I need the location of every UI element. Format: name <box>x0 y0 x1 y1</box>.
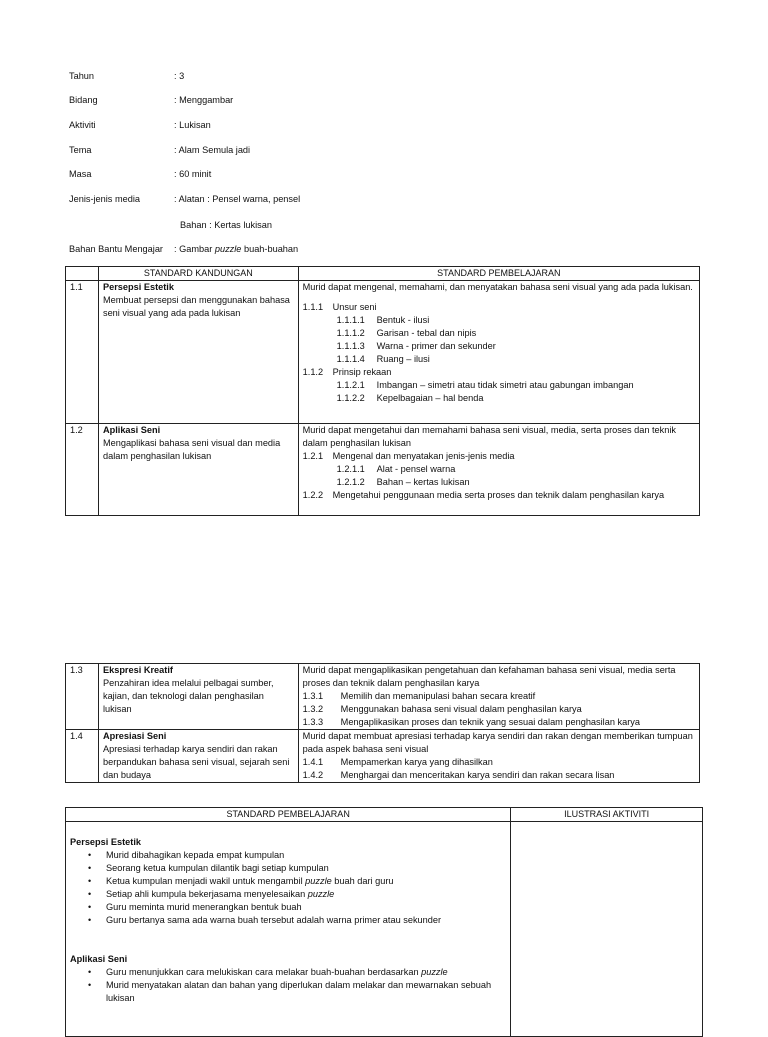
sp-item-text: Mengaplikasikan proses dan teknik yang sesuai dalam penghasilan karya <box>340 717 640 727</box>
bullet-text: buah dari guru <box>331 876 394 886</box>
standard-pembelajaran-cell <box>298 664 699 730</box>
info-label: Masa <box>69 169 92 179</box>
bullet-text: Guru meminta murid menerangkan bentuk buah <box>106 902 302 912</box>
table-row <box>66 730 700 783</box>
info-label: Bidang <box>69 95 98 105</box>
sp-item-text: Garisan - tebal dan nipis <box>376 328 477 338</box>
row-number: 1.4 <box>66 730 99 783</box>
sp-item-number: 1.2.2 <box>302 490 324 500</box>
list-item <box>106 966 506 979</box>
activity-cell <box>66 822 511 1037</box>
info-label: Aktiviti <box>69 120 96 130</box>
illustration-cell <box>511 822 703 1037</box>
info-value: : Menggambar <box>174 95 234 105</box>
sp-item-number: 1.4.2 <box>302 770 324 780</box>
section-title: Persepsi Estetik <box>70 837 141 847</box>
info-value: : 60 minit <box>174 169 212 179</box>
info-value: : Lukisan <box>174 120 211 130</box>
sp-item-text: Alat - pensel warna <box>376 464 456 474</box>
info-value: Bahan : Kertas lukisan <box>180 220 272 230</box>
bullet-italic: puzzle <box>307 889 335 899</box>
sp-item <box>303 327 695 340</box>
sp-item-number: 1.3.2 <box>302 704 324 714</box>
sp-item-text: Memilih dan memanipulasi bahan secara kreatif <box>340 691 536 701</box>
sp-item <box>303 314 695 327</box>
standard-description: Penzahiran idea melalui pelbagai sumber, kajian, dan teknologi dalan penghasilan lukisan <box>102 678 274 714</box>
sp-item <box>303 340 695 353</box>
sp-item <box>303 690 695 703</box>
info-value: : Alatan : Pensel warna, pensel <box>174 194 301 204</box>
sp-item-text: Prinsip rekaan <box>332 367 392 377</box>
list-item <box>106 979 506 1005</box>
section-title: Aplikasi Seni <box>70 954 128 964</box>
sp-item <box>303 366 695 379</box>
sp-item-number: 1.1.1.2 <box>336 328 365 338</box>
info-label: Tema <box>69 145 92 155</box>
sp-item-text: Mempamerkan karya yang dihasilkan <box>340 757 493 767</box>
row-number: 1.3 <box>66 664 99 730</box>
bullet-text: Ketua kumpulan menjadi wakil untuk mengambil <box>106 876 306 886</box>
sp-item-text: Kepelbagaian – hal benda <box>376 393 484 403</box>
sp-item-text: Unsur seni <box>332 302 377 312</box>
sp-item <box>303 489 695 502</box>
sp-item <box>303 716 695 729</box>
activity-list <box>70 849 506 927</box>
bullet-text: Guru bertanya sama ada warna buah tersebut adalah warna primer atau sekunder <box>106 915 442 925</box>
table-row <box>66 281 700 424</box>
standard-pembelajaran-cell <box>298 730 699 783</box>
sp-item-number: 1.2.1.2 <box>336 477 365 487</box>
sp-item-number: 1.2.1.1 <box>336 464 365 474</box>
bullet-italic: puzzle <box>305 876 332 886</box>
list-item <box>106 901 506 914</box>
sp-item-number: 1.1.1.1 <box>336 315 365 325</box>
info-value <box>174 243 298 256</box>
sp-item-text: Bentuk - ilusi <box>376 315 430 325</box>
standards-table-2 <box>65 663 700 783</box>
sp-item <box>303 703 695 716</box>
sp-item-text: Mengetahui penggunaan media serta proses dan teknik dalam penghasilan karya <box>332 490 665 500</box>
sp-intro: Murid dapat mengetahui dan memahami bahasa seni visual, media, serta proses dan teknik dalam penghasilan lukisan <box>302 425 676 448</box>
bbm-suffix: buah-buahan <box>241 244 299 254</box>
table-header-row <box>66 267 700 281</box>
bullet-text: Setiap ahli kumpula bekerjasama menyelesaikan <box>106 889 308 899</box>
sp-item <box>303 301 695 314</box>
sp-item-number: 1.1.1 <box>302 302 324 312</box>
activity-table <box>65 807 703 1037</box>
info-value: : Alam Semula jadi <box>174 145 251 155</box>
sp-item-number: 1.3.1 <box>302 691 324 701</box>
row-number: 1.1 <box>66 281 99 424</box>
list-item <box>106 888 506 901</box>
header-ilustrasi-aktiviti: ILUSTRASI AKTIVITI <box>511 808 703 822</box>
sp-item <box>303 450 695 463</box>
sp-item-number: 1.1.1.3 <box>336 341 365 351</box>
table-header-row <box>66 808 703 822</box>
standard-kandungan-cell <box>98 730 298 783</box>
sp-item-number: 1.3.3 <box>302 717 324 727</box>
sp-item-text: Warna - primer dan sekunder <box>376 341 496 351</box>
info-label: Bahan Bantu Mengajar <box>69 244 163 254</box>
standard-pembelajaran-cell <box>298 424 699 516</box>
sp-intro: Murid dapat mengenal, memahami, dan menyatakan bahasa seni visual yang ada pada lukisan. <box>302 282 693 292</box>
list-item <box>106 862 506 875</box>
sp-item <box>303 379 695 392</box>
sp-item-number: 1.1.2 <box>302 367 324 377</box>
header-standard-kandungan: STANDARD KANDUNGAN <box>98 267 298 281</box>
activity-list <box>70 966 506 1005</box>
sp-intro: Murid dapat mengaplikasikan pengetahuan dan kefahaman bahasa seni visual, media serta proses dan teknik dalam penghasilan karya <box>302 665 676 688</box>
standard-description: Mengaplikasi bahasa seni visual dan media dalam penghasilan lukisan <box>102 438 281 461</box>
sp-item-text: Imbangan – simetri atau tidak simetri atau gabungan imbangan <box>376 380 634 390</box>
info-label: Jenis-jenis media <box>69 194 140 204</box>
bullet-text: Murid dibahagikan kepada empat kumpulan <box>106 850 285 860</box>
standard-kandungan-cell <box>98 424 298 516</box>
sp-item <box>303 353 695 366</box>
sp-item <box>303 756 695 769</box>
standard-description: Apresiasi terhadap karya sendiri dan rakan berpandukan bahasa seni visual, sejarah seni dan budaya <box>102 744 290 780</box>
bullet-text: Murid menyatakan alatan dan bahan yang diperlukan dalam melakar dan mewarnakan sebuah lukisan <box>106 980 492 1003</box>
sp-item <box>303 769 695 782</box>
standard-pembelajaran-cell <box>298 281 699 424</box>
standards-table-1 <box>65 266 700 516</box>
row-number: 1.2 <box>66 424 99 516</box>
sp-item <box>303 476 695 489</box>
bbm-italic: puzzle <box>214 244 242 254</box>
sp-item-number: 1.2.1 <box>302 451 324 461</box>
header-standard-pembelajaran: STANDARD PEMBELAJARAN <box>66 808 511 822</box>
list-item <box>106 849 506 862</box>
standard-description: Membuat persepsi dan menggunakan bahasa seni visual yang ada pada lukisan <box>102 295 290 318</box>
sp-item-number: 1.1.1.4 <box>336 354 365 364</box>
standard-title: Ekspresi Kreatif <box>102 665 173 675</box>
standard-title: Aplikasi Seni <box>102 425 161 435</box>
sp-item-text: Bahan – kertas lukisan <box>376 477 470 487</box>
table-row <box>66 822 703 1037</box>
sp-item-number: 1.4.1 <box>302 757 324 767</box>
bullet-text: Seorang ketua kumpulan dilantik bagi setiap kumpulan <box>106 863 329 873</box>
info-value: : 3 <box>174 71 185 81</box>
sp-item-text: Menggunakan bahasa seni visual dalam penghasilan karya <box>340 704 582 714</box>
table-row <box>66 424 700 516</box>
list-item <box>106 875 506 888</box>
sp-intro: Murid dapat membuat apresiasi terhadap karya sendiri dan rakan dengan memberikan tumpuan pada aspek bahasa seni visual <box>302 731 693 754</box>
sp-item-number: 1.1.2.2 <box>336 393 365 403</box>
standard-title: Persepsi Estetik <box>102 282 174 292</box>
sp-item-text: Mengenal dan menyatakan jenis-jenis media <box>332 451 515 461</box>
header-empty <box>66 267 99 281</box>
sp-item-text: Menghargai dan menceritakan karya sendiri dan rakan secara lisan <box>340 770 615 780</box>
sp-item-number: 1.1.2.1 <box>336 380 365 390</box>
list-item <box>106 914 506 927</box>
standard-kandungan-cell <box>98 281 298 424</box>
info-label: Tahun <box>69 71 95 81</box>
table-row <box>66 664 700 730</box>
standard-kandungan-cell <box>98 664 298 730</box>
standard-title: Apresiasi Seni <box>102 731 167 741</box>
bbm-prefix: : Gambar <box>174 244 215 254</box>
sp-item-text: Ruang – ilusi <box>376 354 430 364</box>
sp-item <box>303 392 695 405</box>
bullet-italic: puzzle <box>421 967 448 977</box>
header-standard-pembelajaran: STANDARD PEMBELAJARAN <box>298 267 699 281</box>
bullet-text: Guru menunjukkan cara melukiskan cara melakar buah-buahan berdasarkan <box>106 967 422 977</box>
sp-item <box>303 463 695 476</box>
